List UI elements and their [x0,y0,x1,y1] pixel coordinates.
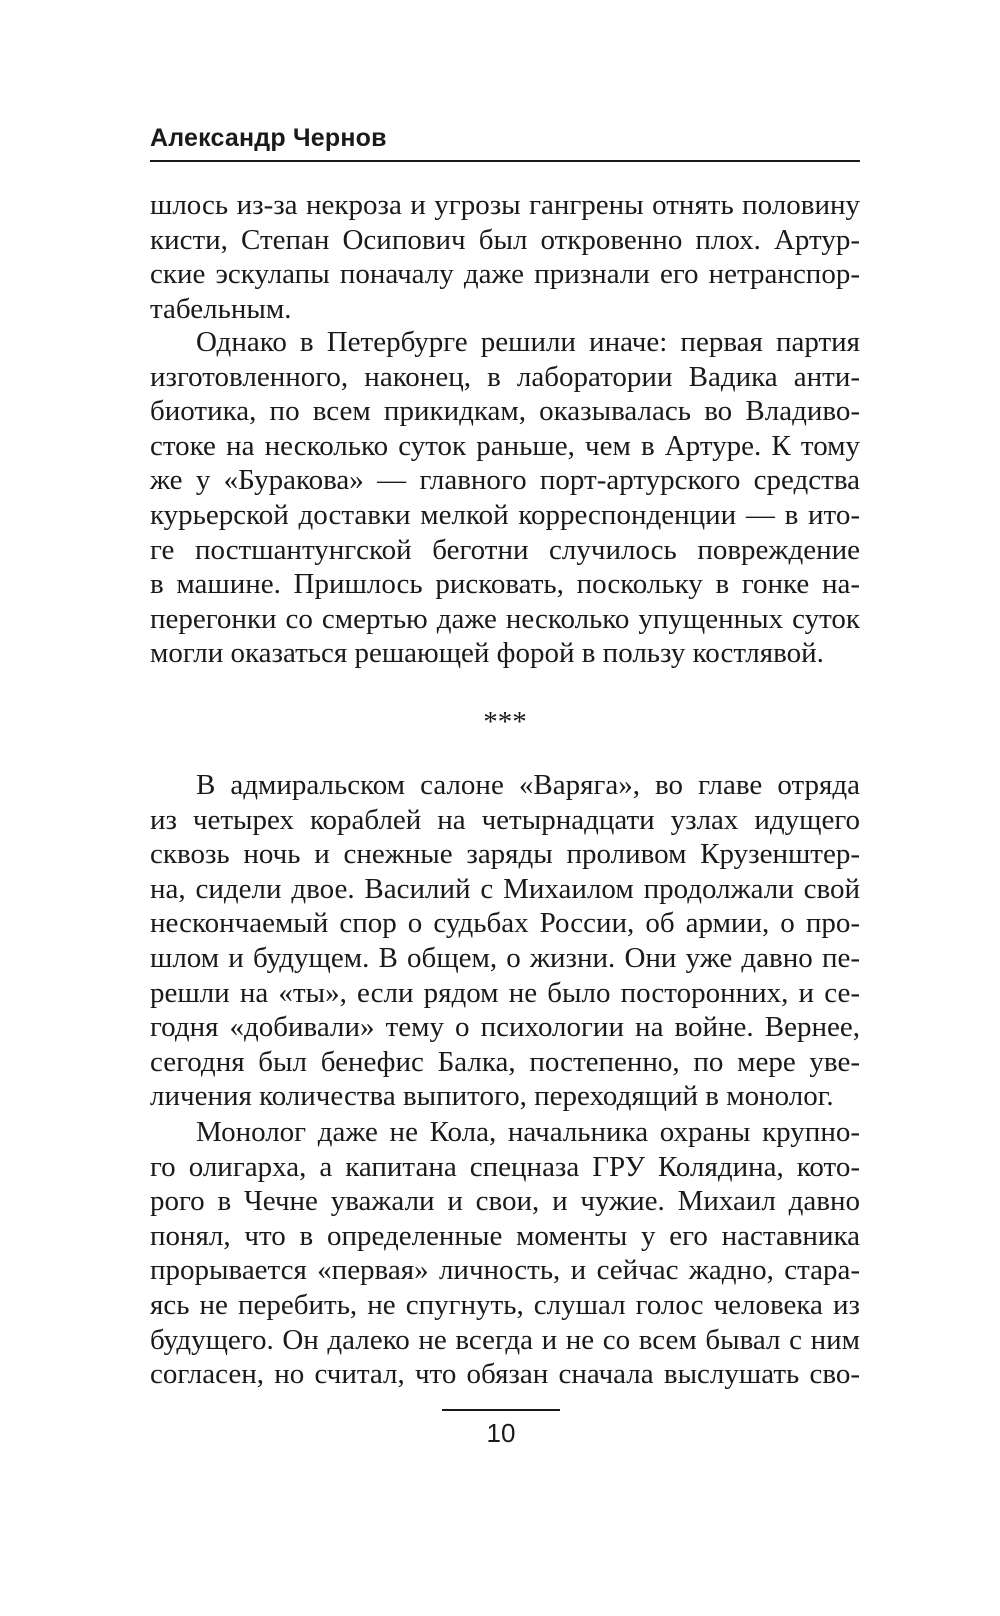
text-line: сегодня был бенефис Балка, постепенно, по мере уве- [150,1045,860,1078]
text-line: из четырех кораблей на четырнадцати узлах идущего [150,803,860,836]
text-line: понял, что в определенные моменты у его наставника [150,1219,860,1252]
text-line: ге постшантунгской беготни случилось повреждение [150,533,860,566]
text-line: рого в Чечне уважали и свои, и чужие. Михаил давно [150,1185,860,1218]
running-head-author: Александр Чернов [150,124,387,152]
text-line: перегонки со смертью даже несколько упущенных суток [150,602,860,635]
text-line: В адмиральском салоне «Варяга», во главе отряда [196,769,860,801]
text-line: Однако в Петербурге решили иначе: первая партия [196,326,860,358]
text-line: в машине. Пришлось рисковать, поскольку в гонке на- [150,568,860,601]
text-line: же у «Буракова» — главного порт-артурского средства [150,464,860,497]
text-line: Монолог даже не Кола, начальника охраны крупно- [196,1116,860,1148]
text-line: стоке на несколько суток раньше, чем в Артуре. К тому [150,429,860,462]
text-line: личения количества выпитого, переходящий в монолог. [150,1080,834,1113]
footer-rule [442,1409,560,1411]
paragraph-4 [150,1115,860,1392]
text-line: нескончаемый спор о судьбах России, об армии, о про- [150,907,860,940]
paragraph-1 [150,188,860,326]
text-line: могли оказаться решающей форой в пользу костлявой. [150,637,824,670]
text-line: будущего. Он далеко не всегда и не со всем бывал с ним [150,1323,860,1356]
text-line: согласен, но считал, что обязан сначала выслушать сво- [150,1358,860,1391]
text-line: биотика, по всем прикидкам, оказывалась во Владиво- [150,395,860,428]
paragraph-2 [150,325,860,671]
text-line: табельным. [150,292,292,325]
text-line: шлом и будущем. В общем, о жизни. Они уже давно пе- [150,941,860,974]
paragraph-3 [150,768,860,1114]
section-separator: *** [483,706,527,738]
page-number: 10 [486,1418,516,1448]
text-line: на, сидели двое. Василий с Михаилом продолжали свой [150,872,860,905]
text-line: сквозь ночь и снежные заряды проливом Крузенштер- [150,838,860,871]
text-line: курьерской доставки мелкой корреспонденции — в ито- [150,498,860,531]
text-line: го олигарха, а капитана спецназа ГРУ Колядина, кото- [150,1150,860,1183]
header-rule [150,160,860,162]
text-line: прорывается «первая» личность, и сейчас жадно, стара- [150,1254,860,1287]
text-line: ские эскулапы поначалу даже признали его нетранспор- [150,258,860,291]
text-line: изготовленного, наконец, в лаборатории Вадика анти- [150,360,860,393]
text-line: кисти, Степан Осипович был откровенно плох. Артур- [150,223,860,256]
text-line: годня «добивали» тему о психологии на войне. Вернее, [150,1011,860,1044]
text-line: ясь не перебить, не спугнуть, слушал голос человека из [150,1288,860,1321]
text-line: решли на «ты», если рядом не было посторонних, и се- [150,976,860,1009]
text-line: шлось из-за некроза и угрозы гангрены отнять половину [150,189,860,221]
